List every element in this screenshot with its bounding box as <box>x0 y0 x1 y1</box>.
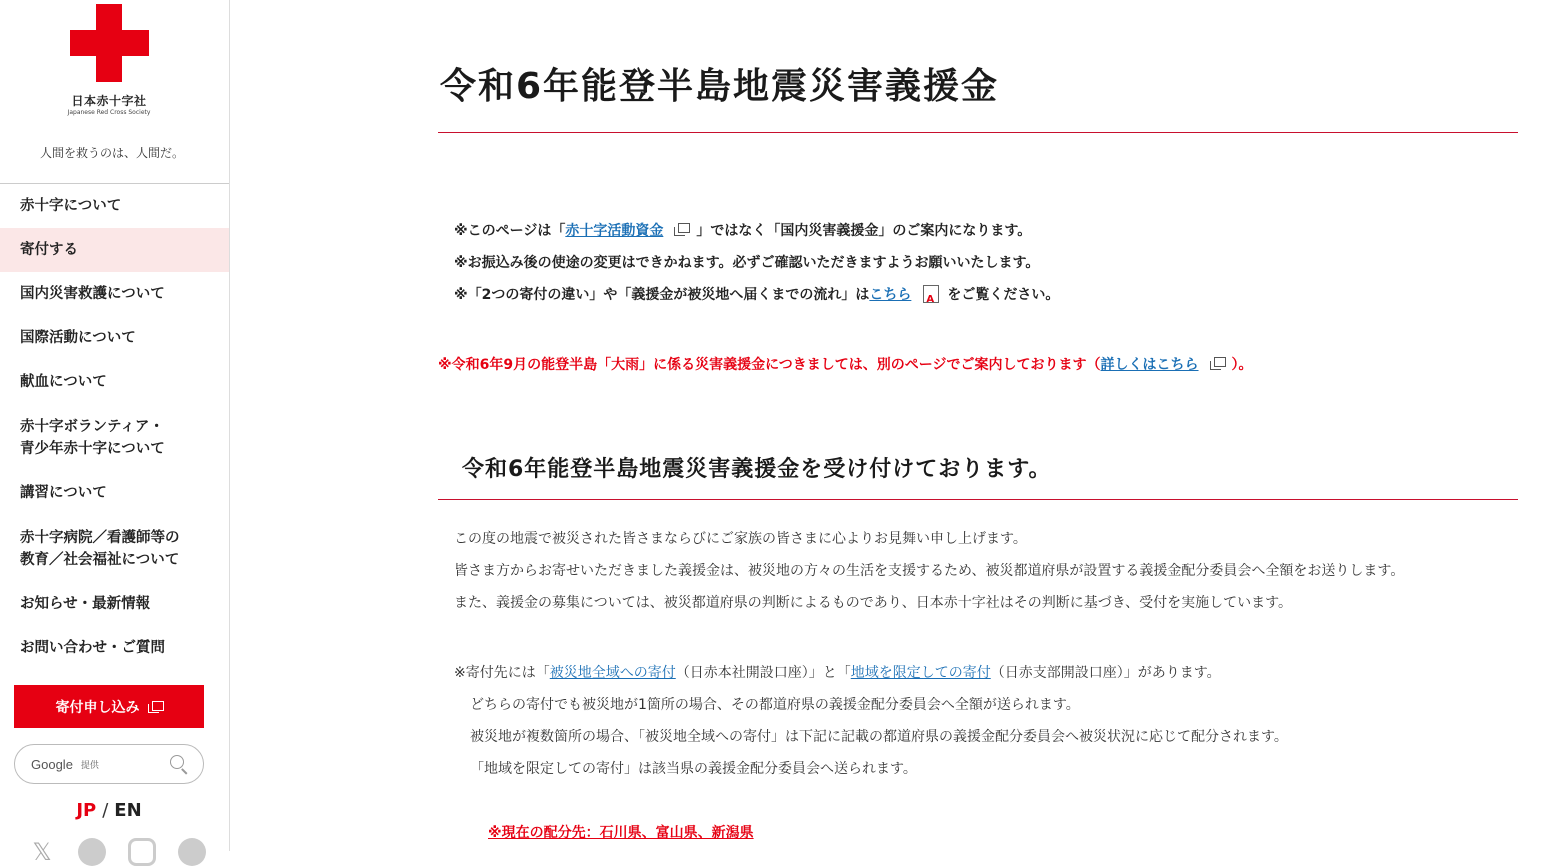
sidebar-item-news[interactable]: お知らせ・最新情報 <box>20 596 151 612</box>
social-links <box>28 838 206 866</box>
instagram-icon[interactable] <box>128 838 156 866</box>
facebook-icon[interactable] <box>78 838 106 866</box>
red-cross-logo-bar <box>70 30 149 56</box>
intro-paragraph: この度の地震で被災された皆さまならびにご家族の皆さまに心よりお見舞い申し上げます。 <box>454 531 1027 547</box>
sidebar-item-volunteer[interactable]: 赤十字ボランティア・ 青少年赤十字について <box>20 418 165 457</box>
org-name-jp: 日本赤十字社 <box>71 94 147 108</box>
page-title: 令和6年能登半島地震災害義援金 <box>440 66 1000 107</box>
intro-paragraph: また、義援金の募集については、被災都道府県の判断によるものであり、日本赤十字社はその判断に基づき、受付を実施しています。 <box>454 595 1293 611</box>
language-switcher <box>0 800 218 821</box>
destination-line-2: どちらの寄付でも被災地が1箇所の場合、その都道府県の義援金配分委員会へ全額が送られます。 <box>470 697 1080 713</box>
regional-donation-link[interactable]: 地域を限定しての寄付 <box>850 665 991 681</box>
external-link-icon <box>673 223 690 236</box>
notice-line-3: ※「2つの寄付の違い」や「義援金が被災地へ届くまでの流れ」はこちらA をご覧ください。 <box>454 282 1059 314</box>
pdf-icon <box>923 285 939 303</box>
flow-pdf-link[interactable]: こちら <box>869 287 912 303</box>
donate-apply-button[interactable]: 寄付申し込み <box>14 685 204 728</box>
sidebar-item-donate[interactable]: 寄付する <box>0 228 229 272</box>
lang-separator: / <box>102 800 109 821</box>
lang-en-link[interactable]: EN <box>114 800 142 821</box>
sidebar-item-blood[interactable]: 献血について <box>20 374 107 390</box>
sidebar-item-about[interactable]: 赤十字について <box>20 198 122 214</box>
intro-paragraphs <box>454 526 1404 622</box>
sidebar-item-domestic-disaster[interactable]: 国内災害救護について <box>20 286 165 302</box>
sidebar <box>0 0 230 866</box>
sidebar-nav <box>0 184 229 670</box>
destination-line-3: 被災地が複数箇所の場合、「被災地全域への寄付」は下記に記載の都道府県の義援金配分委員会へ被災状況に応じて配分されます。 <box>470 729 1288 745</box>
external-link-icon <box>148 701 163 713</box>
sidebar-item-courses[interactable]: 講習について <box>20 485 107 501</box>
sidebar-item-contact[interactable]: お問い合わせ・ご質問 <box>20 640 165 656</box>
external-link-icon <box>1209 357 1226 370</box>
nationwide-donation-link[interactable]: 被災地全域への寄付 <box>549 665 676 681</box>
notice-line-2: ※お振込み後の使途の変更はできかねます。必ずご確認いただきますようお願いいたします。 <box>454 255 1040 271</box>
search-brand: Google <box>31 756 73 772</box>
search-icon[interactable] <box>169 754 189 774</box>
notice-line-1: ※このページは「赤十字活動資金 」ではなく「国内災害義援金」のご案内になります。 <box>454 223 1032 239</box>
intro-paragraph: 皆さま方からお寄せいただきました義援金は、被災地の方々の生活を支援するため、被災都道府県が設置する義援金配分委員会へ全額をお送りします。 <box>454 563 1405 579</box>
destination-line-1: ※寄付先には「被災地全域への寄付（日赤本社開設口座）」と「地域を限定しての寄付（日赤支部開設口座）」があります。 <box>454 665 1221 681</box>
search-input[interactable] <box>14 744 204 784</box>
destination-info <box>454 660 1288 788</box>
search-provider-label: 提供 <box>80 760 99 771</box>
heavy-rain-notice: ※令和6年9月の能登半島「大雨」に係る災害義援金につきましては、別のページでご案内しております（詳しくはこちら ）。 <box>438 357 1253 373</box>
section-title: 令和6年能登半島地震災害義援金を受け付けております。 <box>462 457 1052 482</box>
heavy-rain-details-link[interactable]: 詳しくはこちら <box>1100 357 1199 373</box>
tagline: 人間を救うのは、人間だ。 <box>39 146 184 160</box>
sidebar-item-international[interactable]: 国際活動について <box>20 330 136 346</box>
current-distribution: ※現在の配分先：石川県、富山県、新潟県 <box>488 825 754 841</box>
org-name-en: Japanese Red Cross Society <box>67 109 151 116</box>
sidebar-item-hospitals[interactable]: 赤十字病院／看護師等の 教育／社会福祉について <box>20 529 180 568</box>
logo-area[interactable] <box>0 0 229 184</box>
section-divider <box>438 499 1518 500</box>
activity-fund-link[interactable]: 赤十字活動資金 <box>565 223 664 239</box>
destination-line-4: 「地域を限定しての寄付」は該当県の義援金配分委員会へ送られます。 <box>470 761 917 777</box>
youtube-icon[interactable] <box>178 838 206 866</box>
lang-jp-link[interactable]: JP <box>76 800 97 821</box>
title-divider <box>438 132 1518 133</box>
notice-list <box>454 218 1059 314</box>
x-icon[interactable]: 𝕏 <box>32 838 52 866</box>
